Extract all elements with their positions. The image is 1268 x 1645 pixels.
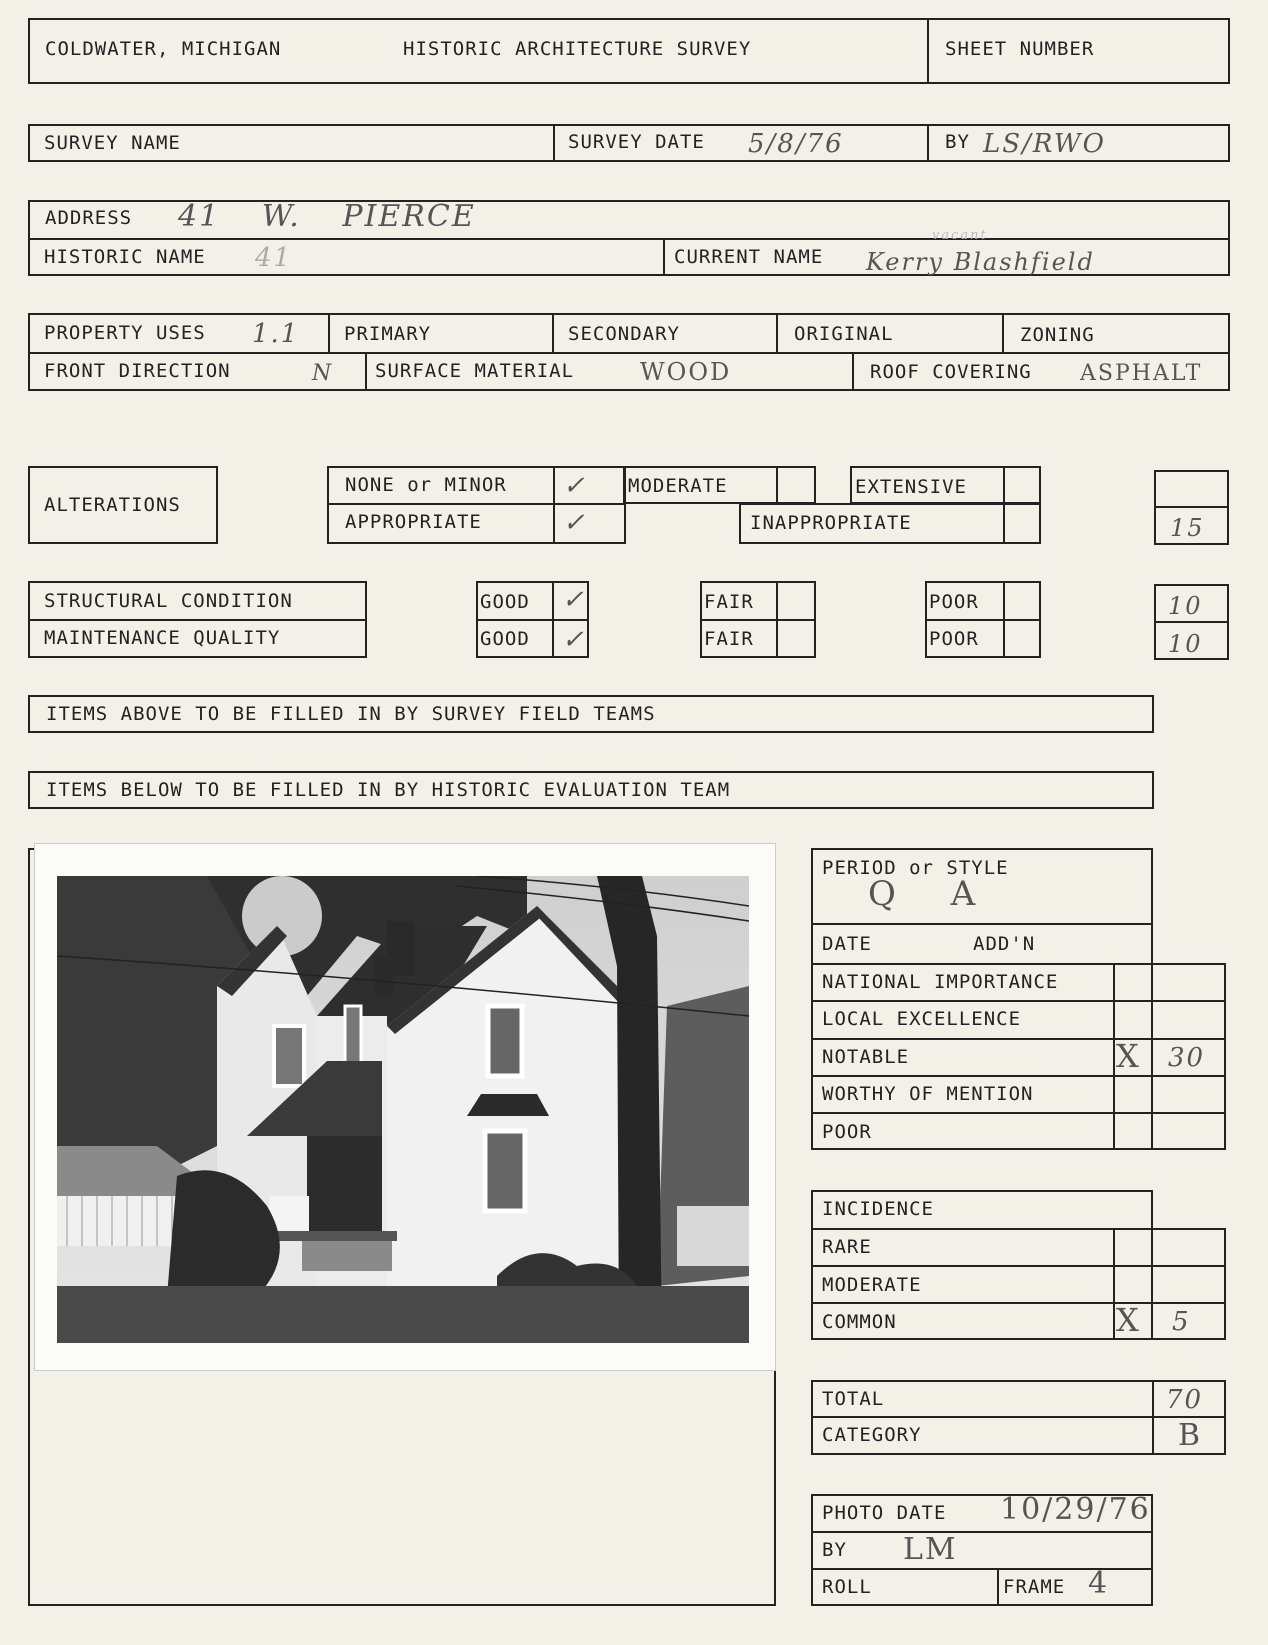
current-name-note: vacant [932, 228, 988, 243]
address-value: 41 W. PIERCE [178, 199, 476, 234]
poor-vdiv [1003, 581, 1005, 658]
incidence-moderate-label: MODERATE [822, 1274, 922, 1296]
current-name-value: Kerry Blashfield [866, 248, 1095, 276]
good-vdiv [552, 581, 554, 658]
moderate-label: MODERATE [628, 475, 728, 497]
maintenance-quality-label: MAINTENANCE QUALITY [44, 627, 281, 649]
survey-divider-1 [553, 124, 555, 162]
survey-title: HISTORIC ARCHITECTURE SURVEY [403, 38, 752, 60]
property-divider [28, 352, 1230, 354]
maintenance-good-check: ✓ [562, 625, 586, 655]
alterations-score-hdiv [1154, 506, 1229, 508]
front-direction-label: FRONT DIRECTION [44, 360, 231, 382]
condition-label-hdiv [28, 619, 367, 621]
survey-date-value: 5/8/76 [748, 129, 844, 159]
survey-divider-2 [927, 124, 929, 162]
photo-date-value: 10/29/76 [1000, 1492, 1151, 1527]
property-vdiv-4 [1002, 313, 1004, 352]
survey-date-label: SURVEY DATE [568, 131, 705, 153]
date-label: DATE [822, 933, 872, 955]
alterations-left-vdiv [553, 466, 555, 544]
survey-by-value: LS/RWO [983, 129, 1106, 159]
totals-hdiv [811, 1416, 1226, 1418]
sheet-number-label: SHEET NUMBER [945, 38, 1095, 60]
photo-by-label: BY [822, 1539, 847, 1561]
rare-label: RARE [822, 1236, 872, 1258]
property-vdiv-3 [776, 313, 778, 352]
surface-material-value: WOOD [640, 358, 732, 386]
inappropriate-label: INAPPROPRIATE [750, 512, 912, 534]
alterations-label: ALTERATIONS [44, 494, 181, 516]
category-value: B [1178, 1418, 1203, 1453]
original-label: ORIGINAL [794, 323, 894, 345]
worthy-of-mention-label: WORTHY OF MENTION [822, 1083, 1034, 1105]
survey-by-label: BY [945, 131, 970, 153]
incidence-hdiv-1 [811, 1228, 1226, 1230]
incidence-hdiv-2 [811, 1265, 1226, 1267]
property-vdiv-5 [365, 352, 367, 391]
incidence-mark-column [1113, 1228, 1115, 1340]
incidence-label: INCIDENCE [822, 1198, 934, 1220]
addn-label: ADD'N [973, 933, 1036, 955]
current-name-divider [663, 238, 665, 276]
national-importance-label: NATIONAL IMPORTANCE [822, 971, 1059, 993]
structural-score: 10 [1168, 592, 1203, 620]
local-excellence-label: LOCAL EXCELLENCE [822, 1008, 1022, 1030]
eval-hdiv-worthy [811, 1112, 1226, 1114]
inappropriate-left [739, 503, 741, 544]
historic-name-value: 41 [255, 243, 293, 273]
property-uses-value: 1.1 [252, 319, 300, 349]
header-divider [927, 18, 929, 84]
primary-label: PRIMARY [344, 323, 432, 345]
front-direction-value: N [312, 361, 334, 386]
incidence-score-bottom [1153, 1338, 1226, 1340]
eval-hdiv-national [811, 1000, 1226, 1002]
fair-hdiv [700, 619, 816, 621]
structural-good-check: ✓ [562, 585, 586, 615]
survey-name-label: SURVEY NAME [44, 132, 181, 154]
maintenance-score: 10 [1168, 630, 1203, 658]
frame-divider [997, 1568, 999, 1606]
eval-hdiv-date [811, 963, 1226, 965]
property-vdiv-2 [552, 313, 554, 352]
eval-score-column [1224, 963, 1226, 1150]
extensive-vdiv [1003, 466, 1005, 544]
fair-label-structural: FAIR [704, 591, 754, 613]
period-style-label: PERIOD or STYLE [822, 857, 1009, 879]
frame-value: 4 [1088, 1566, 1110, 1601]
current-name-label: CURRENT NAME [674, 246, 824, 268]
condition-score-hdiv [1154, 621, 1229, 623]
inappropriate-top [739, 503, 1041, 505]
address-label: ADDRESS [45, 207, 133, 229]
good-label-structural: GOOD [480, 591, 530, 613]
photo-info-hdiv-1 [811, 1531, 1153, 1533]
period-style-value: Q A [868, 874, 978, 914]
good-label-maintenance: GOOD [480, 628, 530, 650]
poor-hdiv [925, 619, 1041, 621]
eval-poor-label: POOR [822, 1121, 872, 1143]
city-label: COLDWATER, MICHIGAN [45, 38, 282, 60]
structural-condition-label: STRUCTURAL CONDITION [44, 590, 293, 612]
photo-date-label: PHOTO DATE [822, 1502, 947, 1524]
property-vdiv-6 [852, 352, 854, 391]
total-value: 70 [1166, 1385, 1204, 1415]
common-score: 5 [1172, 1307, 1191, 1337]
historic-name-label: HISTORIC NAME [44, 246, 206, 268]
photo-by-value: LM [903, 1532, 958, 1567]
totals-vdiv [1152, 1380, 1154, 1455]
roll-label: ROLL [822, 1576, 872, 1598]
common-mark: X [1116, 1301, 1141, 1339]
frame-label: FRAME [1003, 1576, 1066, 1598]
eval-score-bottom [1153, 1148, 1226, 1150]
secondary-label: SECONDARY [568, 323, 680, 345]
good-hdiv [476, 619, 589, 621]
eval-hdiv-period [811, 923, 1153, 925]
zoning-label: ZONING [1020, 324, 1095, 346]
poor-label-maintenance: POOR [929, 628, 979, 650]
fair-label-maintenance: FAIR [704, 628, 754, 650]
fair-vdiv [776, 581, 778, 658]
alterations-score: 15 [1170, 514, 1205, 542]
items-below-note: ITEMS BELOW TO BE FILLED IN BY HISTORIC EVALUATION TEAM [46, 779, 731, 801]
incidence-score-column [1224, 1228, 1226, 1340]
roof-covering-label: ROOF COVERING [870, 361, 1032, 383]
incidence-hdiv-3 [811, 1302, 1226, 1304]
notable-label: NOTABLE [822, 1046, 910, 1068]
address-divider [28, 238, 1230, 240]
property-uses-label: PROPERTY USES [44, 322, 206, 344]
eval-hdiv-notable [811, 1075, 1226, 1077]
eval-hdiv-local [811, 1038, 1226, 1040]
property-vdiv-1 [328, 313, 330, 352]
total-label: TOTAL [822, 1388, 885, 1410]
poor-label-structural: POOR [929, 591, 979, 613]
appropriate-check: ✓ [563, 508, 587, 538]
surface-material-label: SURFACE MATERIAL [375, 360, 575, 382]
none-minor-check: ✓ [563, 471, 587, 501]
alterations-left-hdiv [327, 503, 626, 505]
category-label: CATEGORY [822, 1424, 922, 1446]
appropriate-label: APPROPRIATE [345, 511, 482, 533]
notable-score: 30 [1168, 1043, 1206, 1073]
none-minor-label: NONE or MINOR [345, 474, 507, 496]
common-label: COMMON [822, 1311, 897, 1333]
eval-mark-column [1113, 963, 1115, 1150]
house-photograph [57, 876, 749, 1343]
items-above-note: ITEMS ABOVE TO BE FILLED IN BY SURVEY FIELD TEAMS [46, 703, 656, 725]
extensive-label: EXTENSIVE [855, 476, 967, 498]
roof-covering-value: ASPHALT [1080, 361, 1203, 386]
notable-mark: X [1116, 1037, 1141, 1075]
